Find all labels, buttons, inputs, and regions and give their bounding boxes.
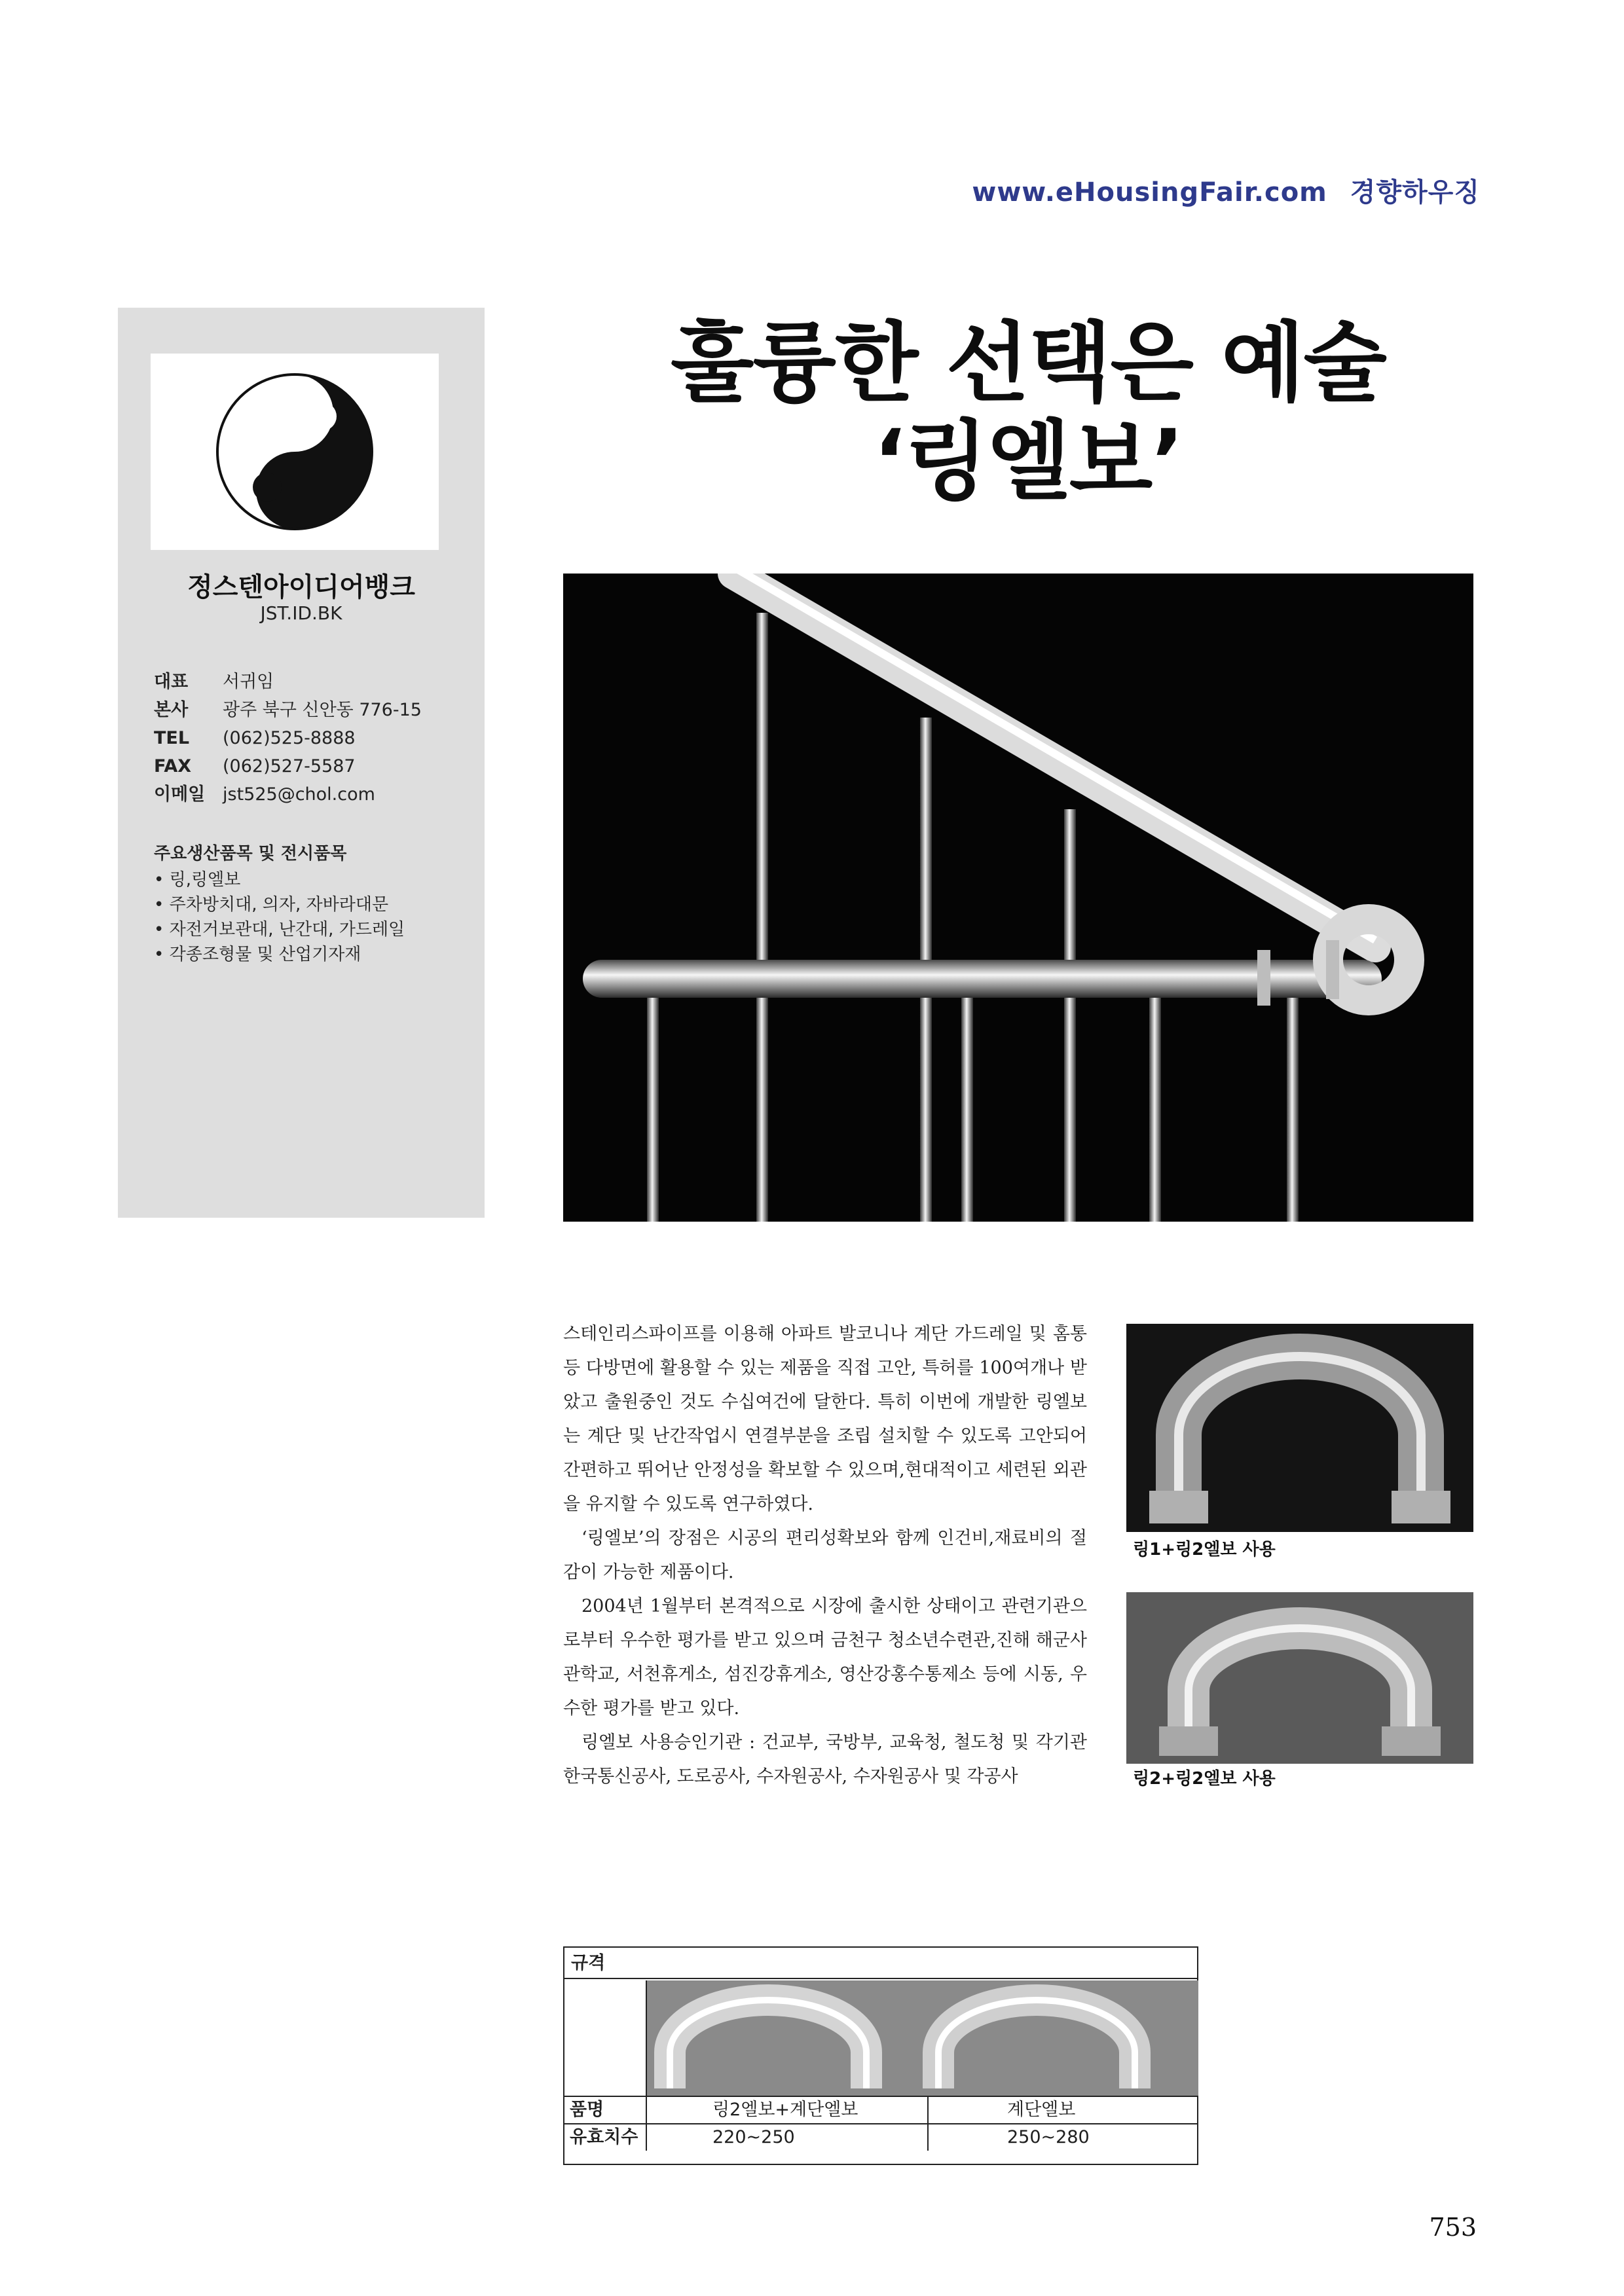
company-name: 정스텐아이디어뱅크	[187, 572, 415, 602]
elbow-photo-2	[1126, 1592, 1473, 1764]
info-row	[154, 668, 422, 696]
info-row	[154, 696, 422, 724]
info-label: 대표	[154, 672, 189, 692]
page-header	[972, 172, 1480, 209]
publication-name: 경향하우징	[1350, 177, 1480, 208]
company-sidebar	[118, 308, 485, 1218]
info-value: (062)527-5587	[223, 756, 356, 776]
site-url: www.eHousingFair.com	[972, 177, 1327, 208]
spec-row	[564, 2123, 1197, 2151]
spec-table-header: 규격	[564, 1948, 1197, 1979]
info-label: FAX	[154, 756, 192, 776]
info-label: TEL	[154, 728, 190, 748]
info-row	[154, 780, 422, 809]
company-logo	[151, 354, 439, 550]
spec-table	[563, 1946, 1198, 2165]
spec-cell: 250~280	[927, 2124, 1197, 2151]
railing-illustration	[563, 574, 1473, 1222]
article-body	[563, 1317, 1087, 1794]
title-line-1: 훌륭한 선택은 예술	[670, 313, 1386, 414]
info-label: 본사	[154, 700, 189, 720]
product-list	[154, 841, 405, 967]
info-label: 이메일	[154, 784, 206, 805]
spec-product-image	[646, 1980, 1198, 2096]
photo-caption: 링1+링2엘보 사용	[1133, 1540, 1276, 1559]
paragraph: ‘링엘보’의 장점은 시공의 편리성확보와 함께 인건비,재료비의 절감이 가능한 제품이다.	[563, 1528, 1087, 1582]
product-list-title: 주요생산품목 및 전시품목	[154, 844, 347, 864]
railing-photo	[563, 574, 1473, 1222]
paragraph: 2004년 1월부터 본격적으로 시장에 출시한 상태이고 관련기관으로부터 우수한 평가를 받고 있으며 금천구 청소년수련관,진해 해군사관학교, 서천휴게소, 섬진강휴게소, 영산강홍수통제소 등에 시동, 우수한 평가를 받고 있다.	[563, 1596, 1087, 1719]
spec-label: 유효치수	[570, 2127, 638, 2147]
paragraph: 스테인리스파이프를 이용해 아파트 발코니나 계단 가드레일 및 홈통 등 다방면에 활용할 수 있는 제품을 직접 고안, 특허를 100여개나 받았고 출원중인 것도 수십여건에 달한다. 특히 이번에 개발한 링엘보는 계단 및 난간작업시 연결부분을 조립 설치할 수 있도록 고안되어 간편하고 뛰어난 안정성을 확보할 수 있으며,현대적이고 세련된 외관을 유지할 수 있도록 연구하였다.	[563, 1324, 1087, 1514]
spec-cell: 220~250	[646, 2124, 927, 2151]
spec-label: 품명	[570, 2100, 604, 2120]
spec-cell: 링2엘보+계단엘보	[646, 2097, 927, 2123]
elbow-illustration	[1126, 1324, 1473, 1532]
elbow-products-illustration	[647, 1980, 1198, 2096]
elbow-illustration	[1126, 1592, 1473, 1764]
product-item: • 자전거보관대, 난간대, 가드레일	[154, 917, 405, 942]
logo-emblem-icon	[151, 354, 439, 550]
product-item: • 주차방치대, 의자, 자바라대문	[154, 892, 405, 917]
info-row	[154, 752, 422, 780]
info-row	[154, 724, 422, 752]
company-name-en: JST.ID.BK	[260, 602, 342, 624]
title-line-2: ‘링엘보’	[873, 411, 1183, 512]
spec-cell: 계단엘보	[927, 2097, 1197, 2123]
spec-row	[564, 2096, 1197, 2123]
product-item: • 각종조형물 및 산업기자재	[154, 942, 405, 967]
page-number: 753	[1429, 2213, 1477, 2242]
elbow-photo-1	[1126, 1324, 1473, 1532]
article-title	[563, 314, 1493, 511]
info-value: 서귀임	[223, 672, 274, 692]
info-value: jst525@chol.com	[223, 784, 375, 805]
info-value: (062)525-8888	[223, 728, 356, 748]
info-value: 광주 북구 신안동 776-15	[223, 700, 422, 720]
product-item: • 링,링엘보	[154, 867, 405, 892]
company-info	[154, 668, 422, 809]
paragraph: 링엘보 사용승인기관 : 건교부, 국방부, 교육청, 철도청 및 각기관 한국통신공사, 도로공사, 수자원공사, 수자원공사 및 각공사	[563, 1732, 1087, 1787]
photo-caption: 링2+링2엘보 사용	[1133, 1769, 1276, 1789]
